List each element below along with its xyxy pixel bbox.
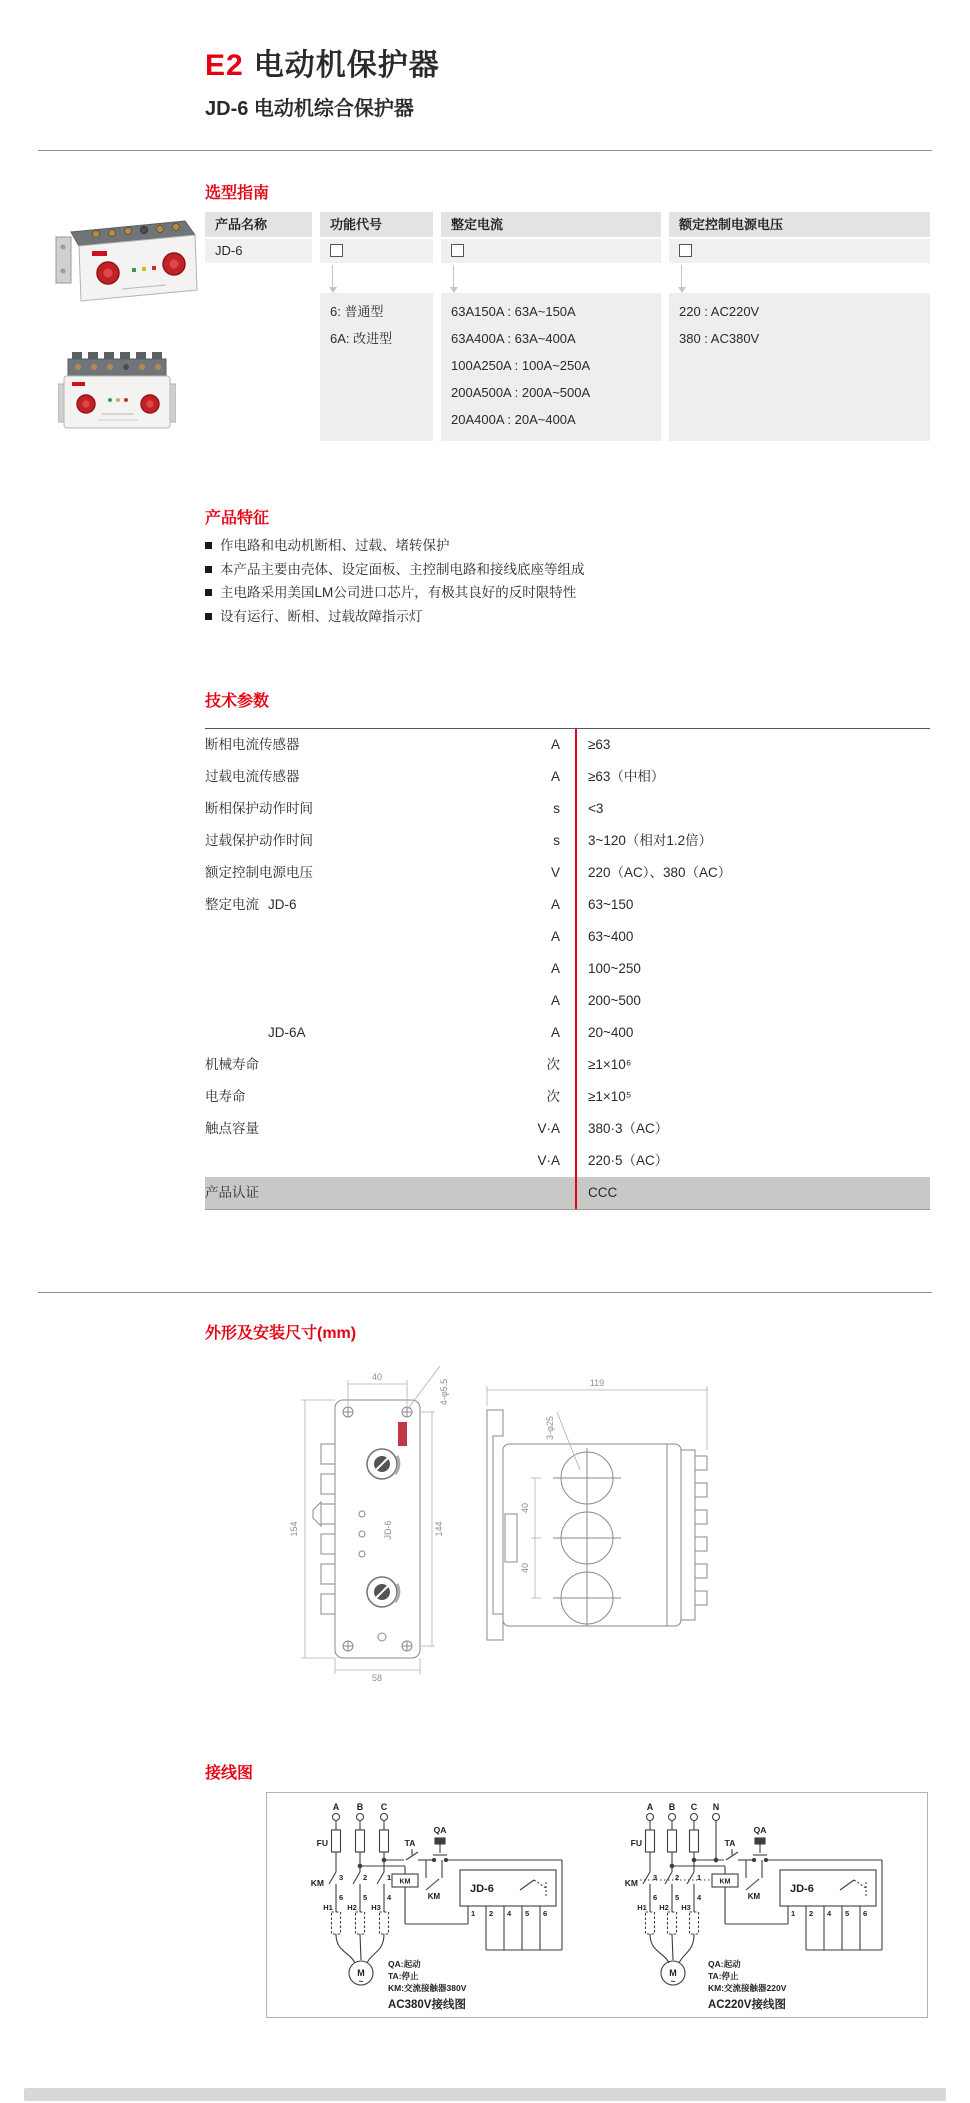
contact-num: 2 (675, 1873, 680, 1882)
option: 200A500A : 200A~500A (451, 385, 591, 400)
motor-wave: ~ (358, 1977, 364, 1986)
contact-num: 5 (363, 1893, 368, 1902)
product-subtitle: JD-6 电动机综合保护器 (205, 98, 414, 120)
page-title (205, 40, 440, 84)
param-unit: 次 (546, 1057, 560, 1072)
stop-label: TA (404, 1838, 416, 1848)
table-row (205, 793, 930, 825)
param-unit: A (550, 737, 560, 752)
dim-front-pitch-w: 40 (371, 1372, 383, 1382)
wiring-heading: 接线图 (205, 1765, 254, 1782)
param-value: 220·5（AC） (588, 1153, 669, 1168)
param-value: ≥63（中相） (588, 769, 665, 784)
dimensions-heading: 外形及安装尺寸(mm) (205, 1325, 357, 1342)
param-value: ≥1×10⁶ (588, 1057, 632, 1072)
feature-text: 作电路和电动机断相、过载、堵转保护 (220, 538, 450, 553)
brand-mark (398, 1422, 407, 1446)
param-unit: s (553, 801, 560, 816)
feature-item (205, 534, 585, 558)
table-row (205, 1113, 930, 1145)
heater-label: H1 (637, 1903, 647, 1912)
param-unit: A (550, 993, 560, 1008)
terminal-strip-left (313, 1444, 335, 1614)
param-label: 整定电流 (205, 897, 259, 912)
param-value: 220（AC）、380（AC） (588, 865, 732, 880)
option: 380 : AC380V (679, 331, 760, 346)
model-name: JD-6 (205, 239, 312, 263)
current-options (441, 293, 661, 441)
terminal-num: 1 (791, 1909, 796, 1918)
param-unit: s (553, 833, 560, 848)
motor-label: M (357, 1968, 365, 1978)
contact-num: 6 (653, 1893, 658, 1902)
dimension-drawing (235, 1352, 725, 1682)
param-unit: A (550, 1025, 560, 1040)
table-row (205, 1049, 930, 1081)
feature-text: 设有运行、断相、过载故障指示灯 (220, 608, 423, 624)
section-divider (38, 1292, 932, 1293)
col-product-name: 产品名称 (205, 212, 312, 237)
terminal-num: 4 (507, 1909, 512, 1918)
param-value: 63~400 (588, 929, 634, 944)
table-row (205, 921, 930, 953)
checkbox-icon (451, 244, 464, 257)
indicator-leds (359, 1511, 365, 1557)
terminal-num: 2 (809, 1909, 814, 1918)
dim-front-pitch-h: 144 (434, 1521, 444, 1537)
feature-item (205, 581, 585, 605)
table-row (205, 985, 930, 1017)
features-heading: 产品特征 (205, 510, 270, 527)
model-marking: JD-6 (383, 1520, 393, 1540)
feature-text: 本产品主要由壳体、设定面板、主控制电路和接线底座等组成 (220, 561, 585, 577)
table-divider (575, 729, 577, 1209)
note-line: KM:交流接触器220V (708, 1983, 787, 1993)
param-unit: A (550, 929, 560, 944)
bullet-icon (205, 542, 212, 549)
diagram-caption: AC220V接线图 (708, 1999, 786, 2011)
contactor-label: KM (624, 1878, 638, 1888)
param-unit: V (550, 865, 560, 880)
start-label: QA (433, 1825, 447, 1835)
note-line: TA:停止 (388, 1971, 419, 1981)
motor-label: M (669, 1968, 677, 1978)
col-function-code: 功能代号 (320, 212, 433, 237)
phase-label: A (332, 1802, 340, 1812)
param-unit: A (550, 961, 560, 976)
bullet-icon (205, 566, 212, 573)
feature-text: 主电路采用美国LM公司进口芯片，有极其良好的反时限特性 (220, 585, 577, 600)
col-current-setting: 整定电流 (441, 212, 661, 237)
table-row (205, 889, 930, 921)
heater-label: H3 (371, 1903, 381, 1912)
terminal-num: 5 (525, 1909, 530, 1918)
option: 6A: 改进型 (330, 331, 393, 346)
dim-front-height: 154 (289, 1521, 299, 1537)
feature-item (205, 558, 585, 582)
param-label: 断相电流传感器 (205, 737, 300, 752)
dim-side-pitch-a: 40 (520, 1502, 530, 1514)
contact-num: 4 (697, 1893, 702, 1902)
param-unit: A (550, 897, 560, 912)
phase-label: C (690, 1802, 698, 1812)
voltage-options (669, 293, 930, 441)
param-unit: 次 (546, 1089, 560, 1104)
control-voltage-box (669, 239, 930, 263)
bullet-icon (205, 589, 212, 596)
tech-table (205, 728, 930, 1210)
heater-label: H2 (659, 1903, 669, 1912)
terminal-num: 2 (489, 1909, 494, 1918)
table-row (205, 857, 930, 889)
fuse-label: FU (630, 1838, 642, 1848)
terminal-num: 6 (543, 1909, 548, 1918)
note-line: QA:起动 (388, 1959, 421, 1969)
km-aux-label: KM (747, 1892, 761, 1901)
note-line: KM:交流接触器380V (388, 1983, 467, 1993)
dim-front-holes: 4-φ5.5 (439, 1378, 449, 1406)
arrow-down-icon (681, 265, 682, 287)
stop-label: TA (724, 1838, 736, 1848)
phase-label: A (646, 1802, 654, 1812)
param-label: 机械寿命 (205, 1057, 259, 1072)
param-label: 断相保护动作时间 (205, 801, 313, 816)
ct-holes (553, 1448, 621, 1626)
km-aux-label: KM (427, 1892, 441, 1901)
param-value: 63~150 (588, 897, 634, 912)
contact-num: 3 (339, 1873, 344, 1882)
device-label: JD-6 (790, 1883, 814, 1895)
bullet-icon (205, 613, 212, 620)
dim-front-width: 58 (371, 1673, 383, 1682)
checkbox-icon (679, 244, 692, 257)
param-unit: A (550, 769, 560, 784)
fuse-label: FU (316, 1838, 328, 1848)
param-label: 触点容量 (205, 1121, 259, 1136)
param-value: 3~120（相对1.2倍） (588, 833, 713, 848)
function-options (320, 293, 433, 441)
product-photo-2 (58, 352, 176, 440)
terminal-num: 4 (827, 1909, 832, 1918)
table-row (205, 1017, 930, 1049)
phase-label: C (380, 1802, 388, 1812)
option: 63A150A : 63A~150A (451, 304, 576, 319)
note-line: TA:停止 (708, 1971, 739, 1981)
series-title: 电动机保护器 (253, 49, 440, 82)
table-row (205, 761, 930, 793)
feature-list (205, 534, 585, 628)
series-code: E2 (205, 49, 244, 82)
phase-label: B (668, 1802, 676, 1812)
tech-heading: 技术参数 (205, 693, 270, 710)
col-control-voltage: 额定控制电源电压 (669, 212, 930, 237)
heater-label: H2 (347, 1903, 357, 1912)
table-row-certification (205, 1177, 930, 1209)
motor-wave: ~ (670, 1977, 676, 1986)
contact-num: 2 (363, 1873, 368, 1882)
option: 100A250A : 100A~250A (451, 358, 591, 373)
param-label: 产品认证 (205, 1185, 259, 1200)
diagram-caption: AC380V接线图 (388, 1999, 466, 2011)
contact-num: 1 (387, 1873, 392, 1882)
param-sublabel: JD-6A (268, 1025, 306, 1040)
param-value: 100~250 (588, 961, 641, 976)
selection-heading: 选型指南 (205, 185, 270, 202)
contactor-label: KM (310, 1878, 324, 1888)
param-unit: V·A (537, 1121, 560, 1136)
contact-num: 1 (697, 1873, 702, 1882)
wiring-diagram-ac380v (292, 1800, 592, 2012)
dim-side-width: 119 (589, 1378, 605, 1388)
checkbox-icon (330, 244, 343, 257)
terminal-num: 6 (863, 1909, 868, 1918)
contact-num: 6 (339, 1893, 344, 1902)
param-value: 200~500 (588, 993, 641, 1008)
feature-item (205, 605, 585, 629)
terminal-num: 5 (845, 1909, 850, 1918)
phase-label: B (356, 1802, 364, 1812)
device-label: JD-6 (470, 1883, 494, 1895)
param-sublabel: JD-6 (268, 897, 297, 912)
contact-num: 4 (387, 1893, 392, 1902)
param-label: 过载电流传感器 (205, 769, 300, 784)
product-photo-1 (48, 205, 198, 305)
param-label: 额定控制电源电压 (205, 865, 313, 880)
param-label: 过载保护动作时间 (205, 833, 313, 848)
current-setting-box (441, 239, 661, 263)
param-value: ≥1×10⁵ (588, 1089, 632, 1104)
terminal-num: 1 (471, 1909, 476, 1918)
start-label: QA (753, 1825, 767, 1835)
heater-label: H1 (323, 1903, 333, 1912)
function-code-box (320, 239, 433, 263)
wiring-diagram-ac220v (612, 1800, 912, 2012)
table-row (205, 1081, 930, 1113)
heater-label: H3 (681, 1903, 691, 1912)
option: 6: 普通型 (330, 304, 384, 319)
option: 20A400A : 20A~400A (451, 412, 576, 427)
km-coil-label: KM (399, 1878, 411, 1886)
param-value: 380·3（AC） (588, 1121, 669, 1136)
page-footer-bar (24, 2088, 946, 2101)
arrow-down-icon (453, 265, 454, 287)
dim-side-pitch-b: 40 (520, 1562, 530, 1574)
km-coil-label: KM (719, 1878, 731, 1886)
arrow-down-icon (332, 265, 333, 287)
table-row (205, 729, 930, 761)
table-row (205, 953, 930, 985)
phase-label: N (712, 1802, 720, 1812)
param-unit: V·A (537, 1153, 560, 1168)
contact-num: 5 (675, 1893, 680, 1902)
param-label: 电寿命 (205, 1089, 246, 1104)
option: 63A400A : 63A~400A (451, 331, 576, 346)
table-row (205, 825, 930, 857)
table-row (205, 1145, 930, 1177)
terminal-strip-right (681, 1450, 707, 1620)
header-divider (38, 150, 932, 151)
note-line: QA:起动 (708, 1959, 741, 1969)
param-value: 20~400 (588, 1025, 634, 1040)
param-value: CCC (588, 1185, 618, 1200)
param-value: ≥63 (588, 737, 611, 752)
contact-num: 3 (653, 1873, 658, 1882)
dim-side-holes: 3-φ25 (545, 1416, 555, 1440)
option: 220 : AC220V (679, 304, 760, 319)
param-value: <3 (588, 801, 604, 816)
